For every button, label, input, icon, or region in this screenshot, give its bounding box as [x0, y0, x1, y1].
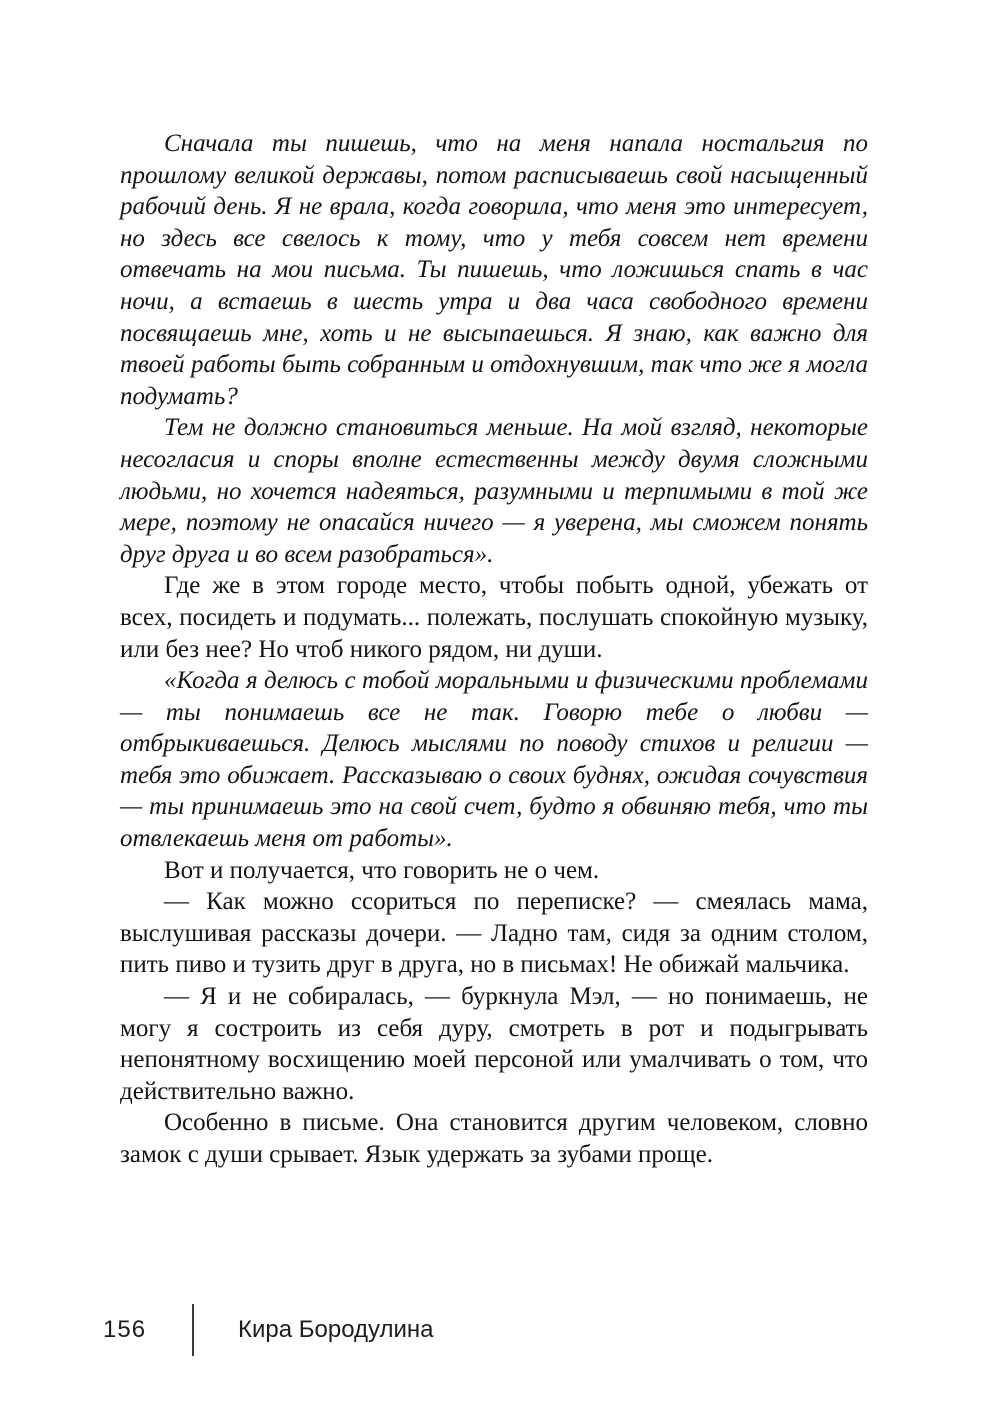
body-paragraph: Особенно в письме. Она становится другим человеком, словно замок с души срывает. Язык удержать за зубами проще.: [120, 1109, 868, 1168]
body-paragraph: Где же в этом городе место, чтобы побыть одной, убежать от всех, посидеть и подумать... полежать, послушать спокойную музыку, или без нее? Но чтоб никого рядом, ни души.: [120, 572, 868, 663]
page-number: 156: [103, 1316, 147, 1343]
body-paragraph: Сначала ты пишешь, что на меня напала ностальгия по прошлому великой державы, потом расписываешь свой насыщенный рабочий день. Я не врала, когда говорила, что меня это интересует, но здесь все свелось к тому, что у тебя совсем нет времени отвечать на мои письма. Ты пишешь, что ложишься спать в час ночи, а встаешь в шесть утра и два часа свободного времени посвящаешь мне, хоть и не высыпаешься. Я знаю, как важно для твоей работы быть собранным и отдохнувшим, так что же я могла подумать?: [120, 130, 868, 410]
body-paragraph: Тем не должно становиться меньше. На мой взгляд, некоторые несогласия и споры вполне естественны между двумя сложными людьми, но хочется надеяться, разумными и терпимыми в той же мере, поэтому не опасайся ничего — я уверена, мы сможем понять друг друга и во всем разобраться».: [120, 414, 868, 568]
body-paragraph: — Как можно ссориться по переписке? — смеялась мама, выслушивая рассказы дочери. — Ладно там, сидя за одним столом, пить пиво и тузить друг в друга, но в письмах! Не обижай мальчика.: [120, 888, 868, 979]
author-name: Кира Бородулина: [238, 1316, 434, 1343]
page-body-text: [120, 128, 868, 1171]
body-paragraph: — Я и не собиралась, — буркнула Мэл, — но понимаешь, не могу я состроить из себя дуру, смотреть в рот и подыгрывать непонятному восхищению моей персоной или умалчивать о том, что действительно важно.: [120, 983, 868, 1105]
page-footer: [103, 1303, 434, 1357]
footer-divider: [192, 1304, 194, 1356]
body-paragraph: Вот и получается, что говорить не о чем.: [164, 856, 600, 884]
body-paragraph: «Когда я делюсь с тобой моральными и физическими проблемами — ты понимаешь все не так. Говорю тебе о любви — отбрыкиваешься. Делюсь мыслями по поводу стихов и религии — тебя это обижает. Рассказываю о своих буднях, ожидая сочувствия — ты принимаешь это на свой счет, будто я обвиняю тебя, что ты отвлекаешь меня от работы».: [120, 667, 868, 853]
